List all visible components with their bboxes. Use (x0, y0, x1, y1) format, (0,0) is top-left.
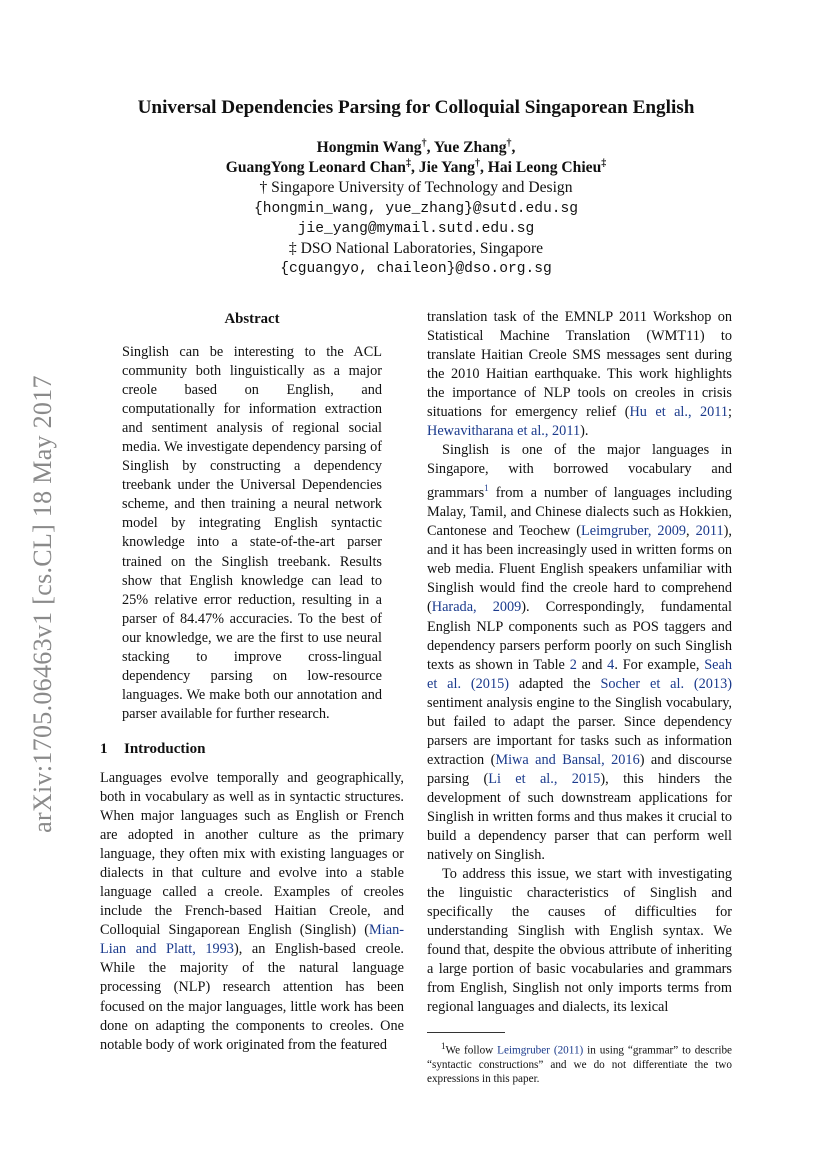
footnote-number: 1 (441, 1040, 446, 1051)
text-run: Singlish is one of the major languages in Singapore, with borrowed vocabulary and grammars (427, 442, 732, 502)
table-ref-link[interactable]: 2 (569, 656, 577, 673)
text-run: ), an English-based creole. While the majority of the natural language processing (NLP) research attention has been focused on the major languages, little work has been done on adapting the components to creoles. One notable body of work originated from the featured (100, 941, 404, 1053)
arxiv-stamp-text: arXiv:1705.06463v1 [cs.CL] 18 May 2017 (28, 375, 57, 833)
intro-paragraph-1 (100, 769, 404, 1055)
intro-paragraph-1-cont (427, 308, 732, 441)
author-name: Hai Leong Chieu (487, 159, 602, 177)
footnote-divider (427, 1032, 505, 1033)
citation-link[interactable]: Miwa and Bansal, 2016 (495, 751, 640, 768)
citation-link[interactable]: Mian-Lian and Platt, 1993 (100, 922, 404, 958)
text-run: ), this hinders the development of such downstream applications for Singlish in written forms and thus makes it crucial to build a dependency parser that can perform well natively on Singlish. (427, 770, 732, 864)
citation-link[interactable]: Li et al., 2015 (488, 770, 601, 787)
email-1: {hongmin_wang, yue_zhang}@sutd.edu.sg (253, 200, 579, 217)
arxiv-stamp (23, 355, 63, 853)
citation-link[interactable]: Hu et al., 2011 (629, 404, 729, 421)
text-run: from a number of languages including Malay, Tamil, and Chinese dialects such as Hokkien, Cantonese and Teochew ( (427, 485, 732, 540)
affiliation-mark: † (474, 158, 480, 170)
text-run: ; (728, 404, 732, 421)
text-run: translation task of the EMNLP 2011 Workshop on Statistical Machine Translation (WMT11) to translate Haitian Creole SMS messages sent during the 2010 Haitian earthquake. This work highlights the importance of NLP tools on creoles in crisis situations for emergency relief ( (427, 309, 732, 421)
affiliation-mark: † (506, 137, 512, 149)
intro-paragraph-2 (427, 441, 732, 865)
citation-link[interactable]: Harada, 2009 (431, 599, 522, 616)
citation-link[interactable]: Leimgruber (2011) (497, 1044, 584, 1057)
author-line-1: Hongmin Wang†, Yue Zhang†, (316, 137, 516, 156)
table-ref-link[interactable]: 4 (607, 656, 615, 673)
section-heading-introduction (100, 740, 404, 759)
author-name: Jie Yang (418, 159, 475, 177)
paper-title: Universal Dependencies Parsing for Colloquial Singaporean English (137, 97, 695, 118)
text-run: adapted the (509, 675, 601, 692)
text-run: sentiment analysis engine to the Singlish vocabulary, but failed to adapt the parser. Since dependency parsers are important for tasks such as information extraction ( (427, 694, 732, 768)
affiliation-mark: ‡ (601, 158, 607, 170)
section-number: 1 (100, 740, 108, 757)
citation-link[interactable]: Socher et al. (2013) (600, 675, 732, 692)
text-run: , (686, 523, 696, 540)
citation-link[interactable]: 2011 (695, 523, 724, 540)
text-run: . For example, (614, 656, 705, 673)
citation-link[interactable]: Seah et al. (2015) (427, 656, 733, 692)
abstract-text: Singlish can be interesting to the ACL community both linguistically as a major creole based on English, and computationally for information extraction and sentiment analysis of regional social media. We investigate dependency parsing of Singlish by constructing a dependency treebank under the Universal Dependencies scheme, and then training a neural network model by integrating English syntactic knowledge into a state-of-the-art parser trained on the Singlish treebank. Results show that English knowledge can lead to 25% relative error reduction, resulting in a parser of 84.47% accuracies. To the best of our knowledge, we are the first to use neural stacking to improve cross-lingual dependency parsing on low-resource languages. We make both our annotation and parser available for further research. (122, 344, 382, 722)
footnote-marker[interactable]: 1 (484, 483, 489, 494)
intro-paragraph-3: To address this issue, we start with investigating the linguistic characteristics of Singlish and specifically the causes of difficulties for understanding Singlish with English syntax. We found that, despite the obvious attribute of inheriting a large portion of basic vocabularies and grammars from English, Singlish not only imports terms from regional languages and dialects, its lexical (427, 866, 732, 1016)
affiliation-1: † Singapore University of Technology and Design (259, 179, 573, 197)
citation-link[interactable]: Leimgruber, 2009 (580, 523, 687, 540)
email-3: {cguangyo, chaileon}@dso.org.sg (280, 261, 552, 278)
affiliation-mark: † (421, 137, 427, 149)
author-line-2: GuangYong Leonard Chan‡, Jie Yang†, Hai Leong Chieu‡ (225, 158, 607, 177)
affiliation-2: ‡ DSO National Laboratories, Singapore (288, 240, 544, 258)
citation-link[interactable]: Hewavitharana et al., 2011 (427, 423, 581, 440)
footnote (427, 1039, 732, 1087)
affiliation-mark: ‡ (405, 158, 411, 170)
section-title: Introduction (124, 740, 206, 757)
text-run: ), and it has been increasingly used in written forms on web media. Fluent English speakers unfamiliar with Singlish would find the creole hard to comprehend ( (427, 523, 732, 616)
text-run: in using “grammar” to describe “syntactic constructions” and we do not differentiate the two expressions in this paper. (427, 1044, 732, 1086)
abstract-heading: Abstract (224, 311, 280, 327)
author-block (100, 138, 732, 279)
text-run: and (576, 656, 608, 673)
email-2: jie_yang@mymail.sutd.edu.sg (297, 220, 535, 237)
left-column (100, 308, 404, 1055)
text-run: ) and discourse parsing ( (427, 751, 732, 787)
text-run: ). Correspondingly, fundamental English NLP components such as POS taggers and dependency parsers perform poorly on such Singlish texts as shown in Table (427, 599, 733, 673)
author-name: GuangYong Leonard Chan (225, 159, 406, 177)
author-name: Yue Zhang (433, 139, 507, 156)
right-column (427, 308, 732, 1086)
author-name: Hongmin Wang (316, 139, 422, 156)
text-run: ). (580, 423, 589, 440)
text-run: Languages evolve temporally and geographically, both in vocabulary as well as in syntactic structures. When major languages such as English or French are adopted in another culture as the primary language, they often mix with existing languages or dialects in that culture and evolve into a stable language called a creole. Examples of creoles include the French-based Haitian Creole, and Colloquial Singaporean English (Singlish) ( (100, 769, 404, 939)
text-run: We follow (445, 1044, 498, 1057)
